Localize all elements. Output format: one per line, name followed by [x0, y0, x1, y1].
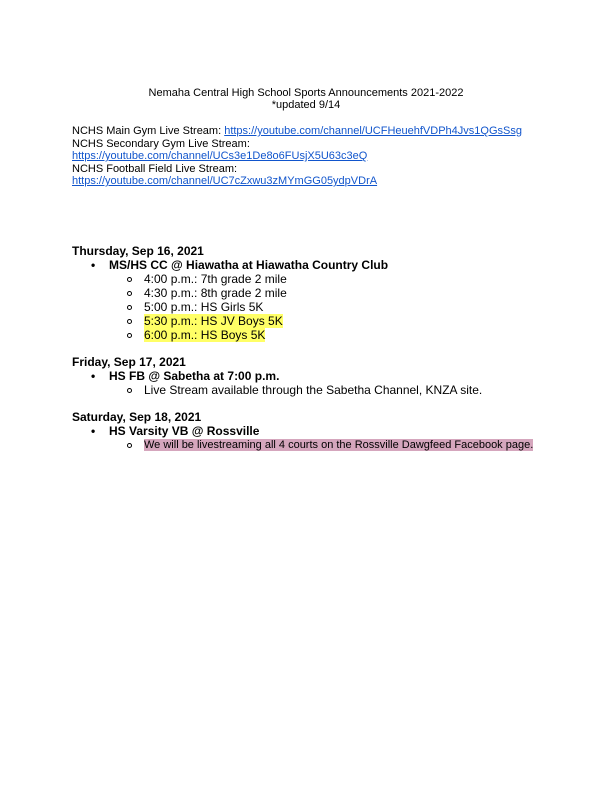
day-heading: Thursday, Sep 16, 2021 [72, 244, 204, 258]
bullet-icon: • [91, 258, 96, 272]
day-section-friday [72, 355, 592, 397]
secondary-gym-label: NCHS Secondary Gym Live Stream: [72, 137, 250, 150]
main-gym-label: NCHS Main Gym Live Stream: [72, 125, 225, 137]
football-field-label: NCHS Football Field Live Stream: [72, 162, 238, 175]
document-title: Nemaha Central High School Sports Announcements 2021-2022 [148, 87, 464, 99]
main-gym-link[interactable]: https://youtube.com/channel/UCFHeuehfVDPh4Jvs1QGsSsg [224, 125, 522, 137]
highlighted-schedule-text: We will be livestreaming all 4 courts on the Rossville Dawgfeed Facebook page. [144, 439, 534, 451]
schedule-text: 5:00 p.m.: HS Girls 5K [144, 300, 264, 314]
day-section-saturday [72, 410, 592, 452]
updated-note: *updated 9/14 [271, 99, 341, 111]
circle-bullet-icon [127, 333, 132, 338]
day-heading: Saturday, Sep 18, 2021 [72, 410, 202, 424]
bullet-icon: • [91, 424, 96, 438]
circle-bullet-icon [127, 277, 132, 282]
schedule-item [72, 286, 592, 300]
schedule-item [72, 328, 592, 342]
live-stream-list [72, 125, 572, 188]
event-item [72, 258, 592, 272]
event-item [72, 424, 592, 438]
highlighted-schedule-text: 5:30 p.m.: HS JV Boys 5K [144, 314, 283, 328]
day-heading: Friday, Sep 17, 2021 [72, 355, 186, 369]
schedule-item [72, 383, 592, 397]
schedule-item [72, 314, 592, 328]
circle-bullet-icon [127, 291, 132, 296]
event-item [72, 369, 592, 383]
day-section-thursday [72, 244, 592, 342]
schedule-text: Live Stream available through the Sabetha Channel, KNZA site. [144, 383, 483, 397]
schedule-item [72, 300, 592, 314]
schedule-item [72, 438, 592, 452]
football-field-link[interactable]: https://youtube.com/channel/UC7cZxwu3zMYmGG05ydpVDrA [72, 175, 378, 187]
circle-bullet-icon [127, 305, 132, 310]
highlighted-schedule-text: 6:00 p.m.: HS Boys 5K [144, 328, 266, 342]
document-header [0, 87, 612, 111]
circle-bullet-icon [127, 388, 132, 393]
circle-bullet-icon [127, 443, 132, 448]
main-gym-stream [72, 125, 572, 138]
event-title: MS/HS CC @ Hiawatha at Hiawatha Country Club [109, 258, 389, 272]
event-title: HS FB @ Sabetha at 7:00 p.m. [109, 369, 280, 383]
event-title: HS Varsity VB @ Rossville [109, 424, 260, 438]
bullet-icon: • [91, 369, 96, 383]
schedule-text: 4:00 p.m.: 7th grade 2 mile [144, 272, 287, 286]
circle-bullet-icon [127, 319, 132, 324]
schedule-item [72, 272, 592, 286]
schedule-text: 4:30 p.m.: 8th grade 2 mile [144, 286, 287, 300]
secondary-gym-link[interactable]: https://youtube.com/channel/UCs3e1De8o6FUsjX5U63c3eQ [72, 150, 368, 162]
